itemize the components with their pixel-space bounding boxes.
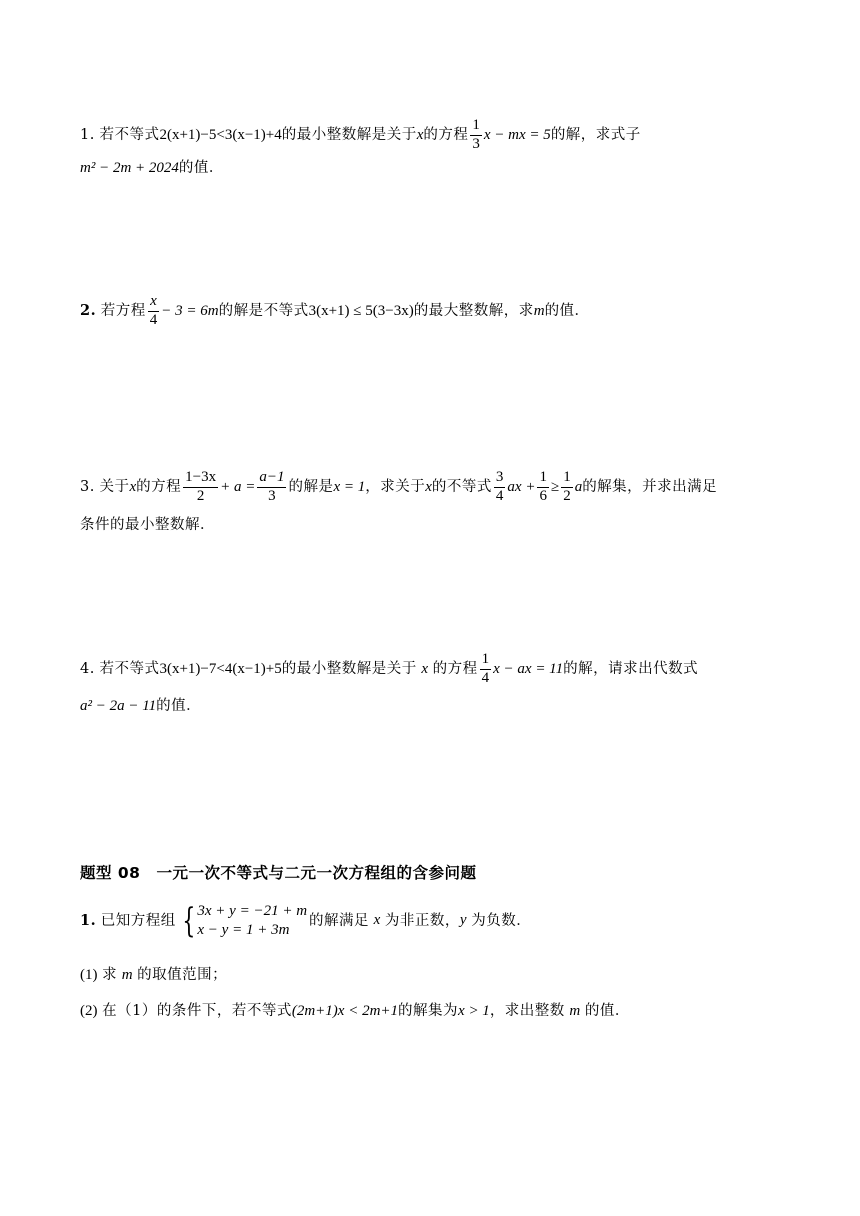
fraction xyxy=(148,294,160,329)
fraction-numerator: x xyxy=(148,294,159,312)
fraction-numerator: 1 xyxy=(470,118,482,136)
problem-text: 的最大整数解，求 xyxy=(413,303,534,319)
problem-1-line-2 xyxy=(80,161,224,176)
variable: x xyxy=(425,478,432,495)
problem-4-line-2 xyxy=(80,699,201,714)
problem-3-line-1 xyxy=(80,470,717,505)
fraction-numerator: 1 xyxy=(561,470,573,488)
fraction-denominator: 2 xyxy=(196,487,205,504)
fraction-numerator: a−1 xyxy=(257,470,286,488)
problem-text: 的值． xyxy=(156,698,202,715)
fraction-numerator: 3 xyxy=(494,470,506,488)
fraction-denominator: 4 xyxy=(495,487,504,504)
problem-text: 条件的最小整数解． xyxy=(80,517,215,533)
problem-number: 1. xyxy=(80,127,95,143)
variable: m xyxy=(533,302,545,319)
expression: m² − 2m + 2024 xyxy=(80,160,179,176)
fraction xyxy=(257,470,286,505)
problem-text: 的值． xyxy=(544,303,590,319)
problem-text: 的解集为 xyxy=(398,1003,459,1020)
inequality: 3(x+1) ≤ 5(3−3x) xyxy=(308,302,414,319)
problem-4-line-1 xyxy=(80,652,698,687)
fraction xyxy=(494,470,506,505)
section-problem-1-line-1 xyxy=(80,902,531,940)
problem-number: 2. xyxy=(80,302,97,319)
sub-question-2 xyxy=(80,1004,630,1019)
variable: a xyxy=(574,478,583,495)
fraction-denominator: 3 xyxy=(268,487,276,504)
fraction xyxy=(480,652,492,687)
problem-text: 的取值范围； xyxy=(137,967,228,984)
problem-text: ，求关于 xyxy=(365,479,426,495)
section-heading: 题型 08 一元一次不等式与二元一次方程组的含参问题 xyxy=(80,864,477,882)
fraction-numerator: 1−3x xyxy=(183,470,218,488)
variable: m xyxy=(569,1003,581,1019)
problem-number: 3. xyxy=(80,479,95,495)
fraction-denominator: 4 xyxy=(149,311,158,328)
problem-text: 的方程 xyxy=(423,127,469,143)
solution: x > 1 xyxy=(458,1003,490,1019)
equation: − 3 = 6m xyxy=(161,302,219,319)
problem-text: ，求出整数 xyxy=(489,1003,565,1020)
problem-text: 的方程 xyxy=(136,479,182,495)
inequality: 3(x+1)−7<4(x−1)+5 xyxy=(159,660,282,677)
problem-1-line-1 xyxy=(80,118,641,153)
problem-text: 在（1）的条件下，若不等式 xyxy=(102,1003,292,1020)
problem-text: 的解，求式子 xyxy=(550,127,641,143)
fraction-numerator: 1 xyxy=(480,652,492,670)
problem-text: 若方程 xyxy=(100,303,146,319)
variable: m xyxy=(121,967,133,983)
sub-question-label: (1) xyxy=(80,967,98,983)
variable: x xyxy=(129,478,137,495)
expression: a² − 2a − 11 xyxy=(80,698,157,714)
problem-text: 的方程 xyxy=(432,661,478,677)
variable: x xyxy=(421,660,429,677)
problem-text: 已知方程组 xyxy=(100,912,176,929)
fraction xyxy=(537,470,549,505)
brace-icon: { xyxy=(182,900,196,941)
fraction xyxy=(470,118,482,153)
problem-text: 为负数． xyxy=(471,912,532,929)
fraction-numerator: 1 xyxy=(537,470,549,488)
inequality-part: ax + xyxy=(507,478,536,495)
equation-system xyxy=(178,902,307,940)
system-equation-2: x − y = 1 + 3m xyxy=(197,921,290,938)
fraction-denominator: 2 xyxy=(563,487,571,504)
fraction-denominator: 3 xyxy=(472,135,480,152)
equation: x − mx = 5 xyxy=(483,126,551,143)
inequality-sign: ≥ xyxy=(550,478,560,495)
problem-text: 的不等式 xyxy=(431,479,492,495)
fraction xyxy=(561,470,573,505)
problem-text: 的解满足 xyxy=(309,912,370,929)
system-equation-1: 3x + y = −21 + m xyxy=(197,903,308,919)
problem-3-line-2 xyxy=(80,518,215,533)
equation-part: + a = xyxy=(220,478,256,495)
fraction-denominator: 4 xyxy=(481,669,490,686)
problem-text: 的解是不等式 xyxy=(218,303,309,319)
sub-question-label: (2) xyxy=(80,1003,98,1019)
problem-text: 若不等式 xyxy=(99,127,160,143)
inequality: (2m+1)x < 2m+1 xyxy=(291,1003,399,1019)
variable: y xyxy=(459,912,467,929)
problem-text: 的值． xyxy=(178,160,224,177)
fraction xyxy=(183,470,218,505)
sub-question-1 xyxy=(80,968,227,983)
problem-text: 若不等式 xyxy=(99,661,160,677)
variable: x xyxy=(373,912,381,929)
problem-text: 的值． xyxy=(584,1003,630,1020)
problem-text: 的最小整数解是关于 xyxy=(281,661,417,677)
problem-text: 关于 xyxy=(99,479,130,495)
solution: x = 1 xyxy=(333,478,366,495)
inequality: 2(x+1)−5<3(x−1)+4 xyxy=(159,126,282,143)
fraction-denominator: 6 xyxy=(539,487,547,504)
problem-text: 的解，请求出代数式 xyxy=(563,661,699,677)
problem-number: 1. xyxy=(80,911,97,929)
problem-text: 的解是 xyxy=(288,479,334,495)
problem-text: 的最小整数解是关于 xyxy=(281,127,417,143)
variable: x xyxy=(416,126,424,143)
problem-text: 为非正数， xyxy=(384,912,460,929)
problem-text: 的解集，并求出满足 xyxy=(582,479,718,495)
problem-text: 求 xyxy=(102,967,118,984)
problem-2-line-1 xyxy=(80,294,590,329)
equation: x − ax = 11 xyxy=(493,660,564,677)
problem-number: 4. xyxy=(80,661,95,677)
